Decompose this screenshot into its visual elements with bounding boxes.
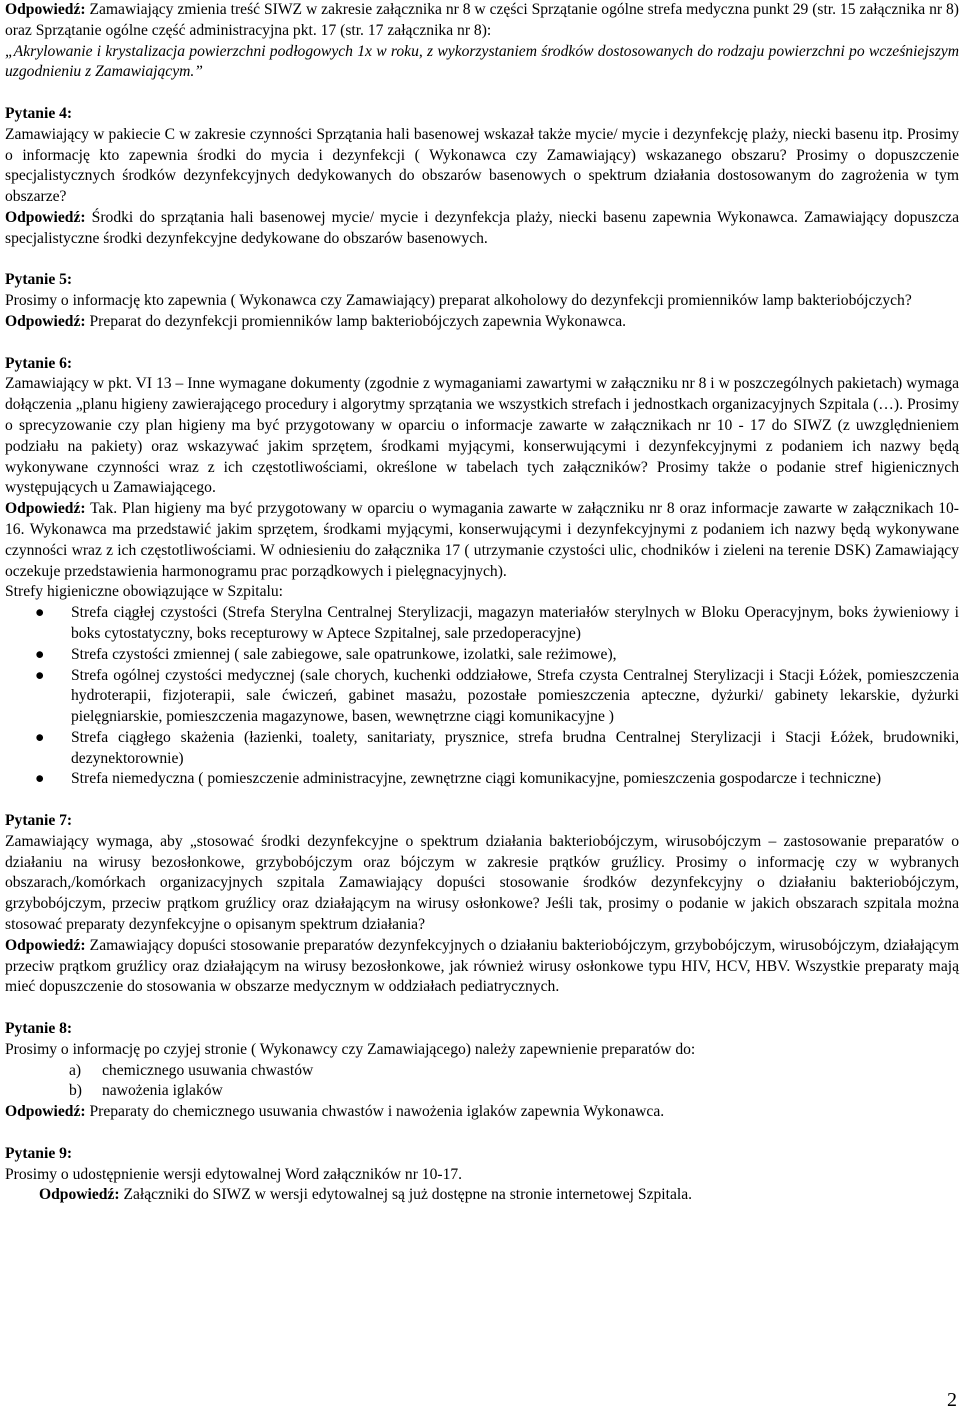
bullet-icon: ●: [35, 666, 45, 684]
item-marker: b): [69, 1082, 82, 1100]
question-7-text: Zamawiający wymaga, aby „stosować środki dezynfekcyjne o spektrum działania bakteriobójczym, wirusobójczym – zastosowanie preparatów o działaniu na wirusy bezosłonkowe, grzybobójczym oraz bójczym w zakresie prątków gruźlicy. Prosimy o informację czy w wybranych obszarach,/komórkach organizacyjnych szpitala Zamawiający dopuści stosowanie środków dezynfekcyjny o działaniu bakteriobójczym, grzybobójczym, przeciw prątkom gruźlicy oraz działającym na wirusy osłonkowe? Jeśli tak, prosimy o podanie w jakich obszarach szpitala można stosować preparaty dezynfekcyjne o opisanym spektrum działania?: [5, 832, 959, 934]
list-item: a) chemicznego usuwania chwastów: [5, 1061, 959, 1082]
intro-text: Zamawiający zmienia treść SIWZ w zakresie załącznika nr 8 w części Sprzątanie ogólne strefa medyczna punkt 29 (str. 15 załącznika nr 8) oraz Sprzątanie ogólne część administracyjna pkt. 17 (str. 17 załącznika nr 8):: [5, 1, 959, 39]
question-9-answer: [5, 1185, 959, 1206]
question-6-answer: [5, 499, 959, 582]
answer-text: Środki do sprzątania hali basenowej mycie/ mycie i dezynfekcja plaży, niecki basenu zapewnia Wykonawca. Zamawiający dopuszcza specjalistyczne środki dezynfekcyjne dedykowane do obszarów basenowych.: [5, 208, 959, 247]
list-item: ● Strefa ogólnej czystości medycznej (sale chorych, kuchenki oddziałowe, Strefa czysta Centralnej Sterylizacji i Stacji Łóżek, pomieszczenia hydroterapii, fizjoterapii, sale ćwiczeń, gabinet masażu, pozostałe pomieszczenia apteczne, dyżurki/ gabinety lekarskie, dyżurki pielęgniarskie, pomieszczenia magazynowe, basen, wewnętrzne ciągi komunikacyjne ): [35, 666, 959, 726]
bullet-icon: ●: [35, 728, 45, 746]
intro-quote: „Akrylowanie i krystalizacja powierzchni podłogowych 1x w roku, z wykorzystaniem środków dostosowanych do rodzaju powierzchni po wcześniejszym uzgodnieniu z Zamawiającym.”: [5, 42, 959, 81]
question-6-text: Zamawiający w pkt. VI 13 – Inne wymagane dokumenty (zgodnie z wymaganiami zawartymi w załączniku nr 8 i w poszczególnych pakietach) wymaga dołączenia „planu higieny zawierającego procedury i algorytmy sprzątania we wszystkich strefach i jednostkach organizacyjnych Szpitala (…). Prosimy o sprecyzowanie czy plan higieny ma być przygotowany w oparciu o informacje zawarte w załącznikach nr 10 - 17 do SIWZ (z uwzględnieniem podziału na pakiety) oraz wskazywać jakim sprzętem, środkami myjącymi, konserwującymi i dezynfekcyjnymi z podaniem ich nazwy będą wykonywane czynności wraz z ich częstotliwościami, określone w tabelach tych załączników? Prosimy także o podanie stref higienicznych występujących u Zamawiającego.: [5, 375, 959, 497]
intro-paragraph: [5, 0, 959, 42]
answer-label: Odpowiedź:: [5, 208, 86, 226]
zones-list: [5, 603, 959, 790]
item-marker: a): [69, 1061, 82, 1079]
answer-label: Odpowiedź:: [5, 500, 86, 518]
answer-label: Odpowiedź:: [5, 1, 86, 18]
answer-text: Preparaty do chemicznego usuwania chwastów i nawożenia iglaków zapewnia Wykonawca.: [85, 1103, 665, 1121]
answer-label: Odpowiedź:: [5, 1103, 86, 1121]
question-4-text: Zamawiający w pakiecie C w zakresie czynności Sprzątania hali basenowej wskazał także mycie/ mycie i dezynfekcję plaży, niecki basenu itp. Prosimy o informację kto zapewnia środki do mycia i dezynfekcji ( Wykonawca czy Zamawiający) wskazanego obszaru? Prosimy o dopuszczenie specjalistycznych środków dezynfekcyjnych dedykowanych do obszarów basenowych o spektrum działania dostosowanym do zagrożenia w tym obszarze?: [5, 125, 959, 206]
question-9-text: Prosimy o udostępnienie wersji edytowalnej Word załączników nr 10-17.: [5, 1165, 463, 1183]
answer-text: Zamawiający dopuści stosowanie preparatów dezynfekcyjnych o działaniu bakteriobójczym, grzybobójczym, wirusobójczym, działającym przeciw prątkom gruźlicy oraz działającym na wirusy bezosłonkowe, jak również wirusy osłonkowe typu HIV, HCV, HBV. Wszystkie preparaty mają mieć dopuszczenie do stosowania w obszarze medycznym w oddziałach pediatrycznych.: [5, 936, 959, 996]
answer-label: Odpowiedź:: [39, 1186, 120, 1204]
question-7-title: Pytanie 7:: [5, 812, 73, 830]
answer-text: Preparat do dezynfekcji promienników lamp bakteriobójczych zapewnia Wykonawca.: [85, 312, 627, 330]
bullet-icon: ●: [35, 604, 45, 622]
document-page: [5, 0, 959, 1206]
question-5-answer: [5, 312, 959, 333]
question-5-text: Prosimy o informację kto zapewnia ( Wykonawca czy Zamawiający) preparat alkoholowy do dezynfekcji promienników lamp bakteriobójczych?: [5, 292, 912, 310]
question-6-title: Pytanie 6:: [5, 354, 73, 372]
list-item: ● Strefa ciągłego skażenia (łazienki, toalety, sanitariaty, prysznice, strefa brudna Centralnej Sterylizacji i Stacji Łóżek, brudowniki, dezynektorownie): [35, 728, 959, 767]
list-item: ● Strefa niemedyczna ( pomieszczenie administracyjne, zewnętrzne ciągi komunikacyjne, pomieszczenia gospodarcze i techniczne): [5, 769, 959, 790]
answer-label: Odpowiedź:: [5, 312, 86, 330]
question-4-title: Pytanie 4:: [5, 104, 73, 122]
answer-text: Załączniki do SIWZ w wersji edytowalnej są już dostępne na stronie internetowej Szpitala.: [119, 1186, 693, 1204]
list-item: ● Strefa czystości zmiennej ( sale zabiegowe, sale opatrunkowe, izolatki, sale reżimowe),: [5, 645, 959, 666]
bullet-icon: ●: [35, 770, 45, 788]
page-number: 2: [947, 1389, 957, 1411]
items-list: [5, 1061, 959, 1103]
question-8-title: Pytanie 8:: [5, 1020, 73, 1038]
list-item: b) nawożenia iglaków: [5, 1081, 959, 1102]
answer-label: Odpowiedź:: [5, 936, 86, 954]
question-9-title: Pytanie 9:: [5, 1144, 73, 1162]
question-4-answer: [5, 208, 959, 250]
list-item: ● Strefa ciągłej czystości (Strefa Sterylna Centralnej Sterylizacji, magazyn materiałów sterylnych w Bloku Operacyjnym, boks żywieniowy i boks cytostatyczny, boks recepturowy w Aptece Szpitalnej, sale przedoperacyjne): [35, 604, 959, 642]
question-5-title: Pytanie 5:: [5, 271, 73, 289]
answer-text: Tak. Plan higieny ma być przygotowany w oparciu o wymagania zawarte w załączniku nr 8 oraz informacje zawarte w załącznikach 10-16. Wykonawca ma przedstawić jakim sprzętem, środkami myjącymi, konserwującymi i dezynfekcyjnymi z podaniem ich nazwy będą wykonywane czynności wraz z ich częstotliwościami. W odniesieniu do załącznika 17 ( utrzymanie czystości ulic, chodników i zieleni na terenie DSK) Zamawiający oczekuje przedstawienia harmonogramu prac porządkowych i pielęgnacyjnych).: [5, 500, 959, 580]
zones-heading: Strefy higieniczne obowiązujące w Szpitalu:: [5, 583, 283, 601]
question-7-answer: [5, 936, 959, 998]
bullet-icon: ●: [35, 645, 45, 663]
question-8-answer: [5, 1102, 959, 1123]
question-8-text: Prosimy o informację po czyjej stronie ( Wykonawcy czy Zamawiającego) należy zapewnienie preparatów do:: [5, 1040, 696, 1058]
